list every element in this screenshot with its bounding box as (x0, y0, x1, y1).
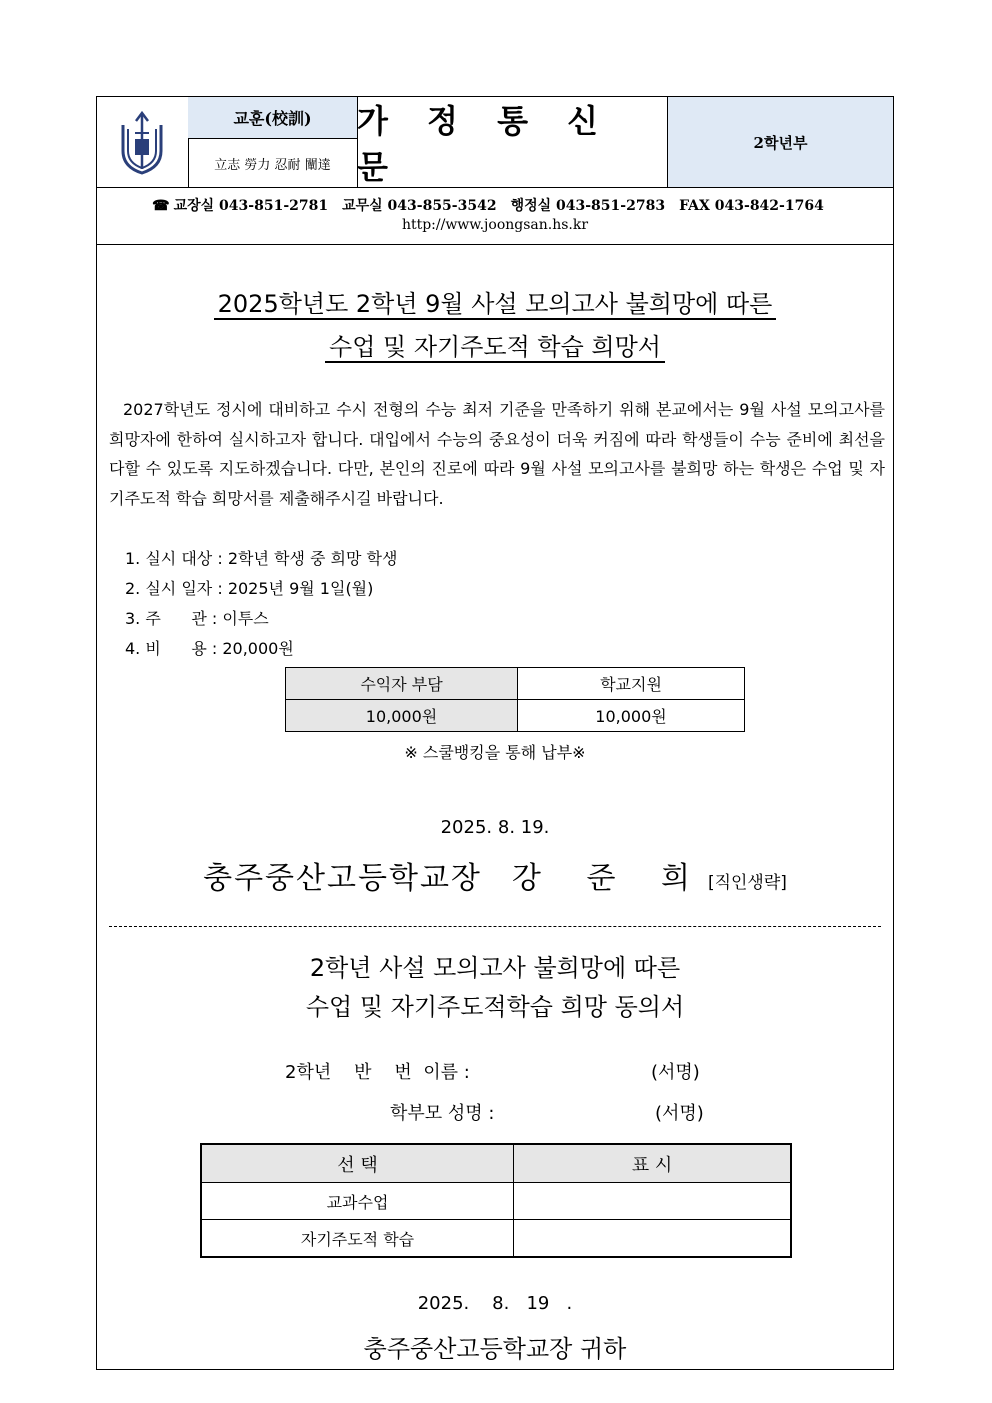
payment-note: ※ 스쿨뱅킹을 통해 납부※ (404, 743, 586, 762)
contact-admin: 행정실 043-851-2783 (510, 198, 666, 214)
selection-mark-class[interactable] (514, 1183, 792, 1220)
notice-items (125, 544, 397, 664)
notice-date: 2025. 8. 19. (440, 817, 550, 838)
consent-addressee: 충주중산고등학교장 귀하 (363, 1335, 627, 1363)
school-logo (97, 97, 189, 187)
motto-cell (188, 97, 358, 187)
cut-line (109, 926, 881, 927)
department-label: 2학년부 (668, 97, 893, 187)
selection-table (200, 1143, 792, 1258)
signer-school: 충주중산고등학교장 (203, 861, 482, 896)
document-frame (96, 96, 894, 1370)
parent-sign-label: (서명) (655, 1103, 704, 1124)
notice-title-line2: 수업 및 자기주도적 학습 희망서 (97, 327, 893, 362)
selection-option-self-study: 자기주도적 학습 (201, 1220, 514, 1258)
notice-body: 2027학년도 정시에 대비하고 수시 전형의 수능 최저 기준을 만족하기 위해 본교에서는 9월 사설 모의고사를 희망자에 한하여 실시하고자 합니다. 대입에서 수능의 중요성이 더욱 커짐에 따라 학생들이 수능 준비에 최선을 다할 수 있도록 지도하겠습니다. 다만, 본인의 진로에 따라 9월 사설 모의고사를 불희망 하는 학생은 수업 및 자기주도적 학습 희망서를 제출해주시길 바랍니다. (109, 400, 885, 508)
consent-title-line1: 2학년 사설 모의고사 불희망에 따른 (309, 954, 681, 982)
parent-name-label: 학부모 성명 : (390, 1103, 495, 1124)
contact-principal: 교장실 043-851-2781 (173, 198, 329, 214)
newsletter-title: 가 정 통 신 문 (357, 97, 668, 187)
student-sign-label: (서명) (651, 1062, 700, 1083)
contact-fax: FAX 043-842-1764 (679, 198, 824, 214)
fee-table (285, 667, 745, 732)
motto-text: 立志 勞力 忍耐 闡達 (214, 157, 331, 173)
item-cost: 4. 비 용 : 20,000원 (125, 639, 294, 658)
fee-header-beneficiary: 수익자 부담 (286, 668, 518, 700)
fee-header-school: 학교지원 (518, 668, 745, 700)
contact-info (97, 188, 893, 245)
fee-value-school: 10,000원 (518, 700, 745, 732)
signer-name: 강 준 희 (511, 861, 708, 896)
selection-header-mark: 표 시 (514, 1144, 792, 1183)
item-organizer: 3. 주 관 : 이투스 (125, 609, 269, 628)
consent-date: 2025. 8. 19 . (417, 1293, 573, 1314)
selection-mark-self-study[interactable] (514, 1220, 792, 1258)
item-target: 1. 실시 대상 : 2학년 학생 중 희망 학생 (125, 549, 398, 568)
notice-title-line1: 2025학년도 2학년 9월 사설 모의고사 불희망에 따른 (97, 284, 893, 319)
contact-academic: 교무실 043-855-3542 (342, 198, 497, 214)
header (97, 97, 893, 188)
item-date: 2. 실시 일자 : 2025년 9월 1일(월) (125, 579, 374, 598)
consent-title-line2: 수업 및 자기주도적학습 희망 동의서 (305, 993, 685, 1021)
school-emblem-icon (97, 97, 188, 187)
seal-note: [직인생략] (707, 873, 787, 893)
student-name-label: 2학년 반 번 이름 : (285, 1062, 470, 1083)
motto-label: 교훈(校訓) (188, 97, 357, 139)
phone-icon: ☎ (152, 198, 170, 214)
fee-value-beneficiary: 10,000원 (286, 700, 518, 732)
selection-header-choice: 선 택 (201, 1144, 514, 1183)
notice-signature (97, 853, 893, 897)
selection-option-class: 교과수업 (201, 1183, 514, 1220)
website-link[interactable]: http://www.joongsan.hs.kr (401, 217, 589, 233)
